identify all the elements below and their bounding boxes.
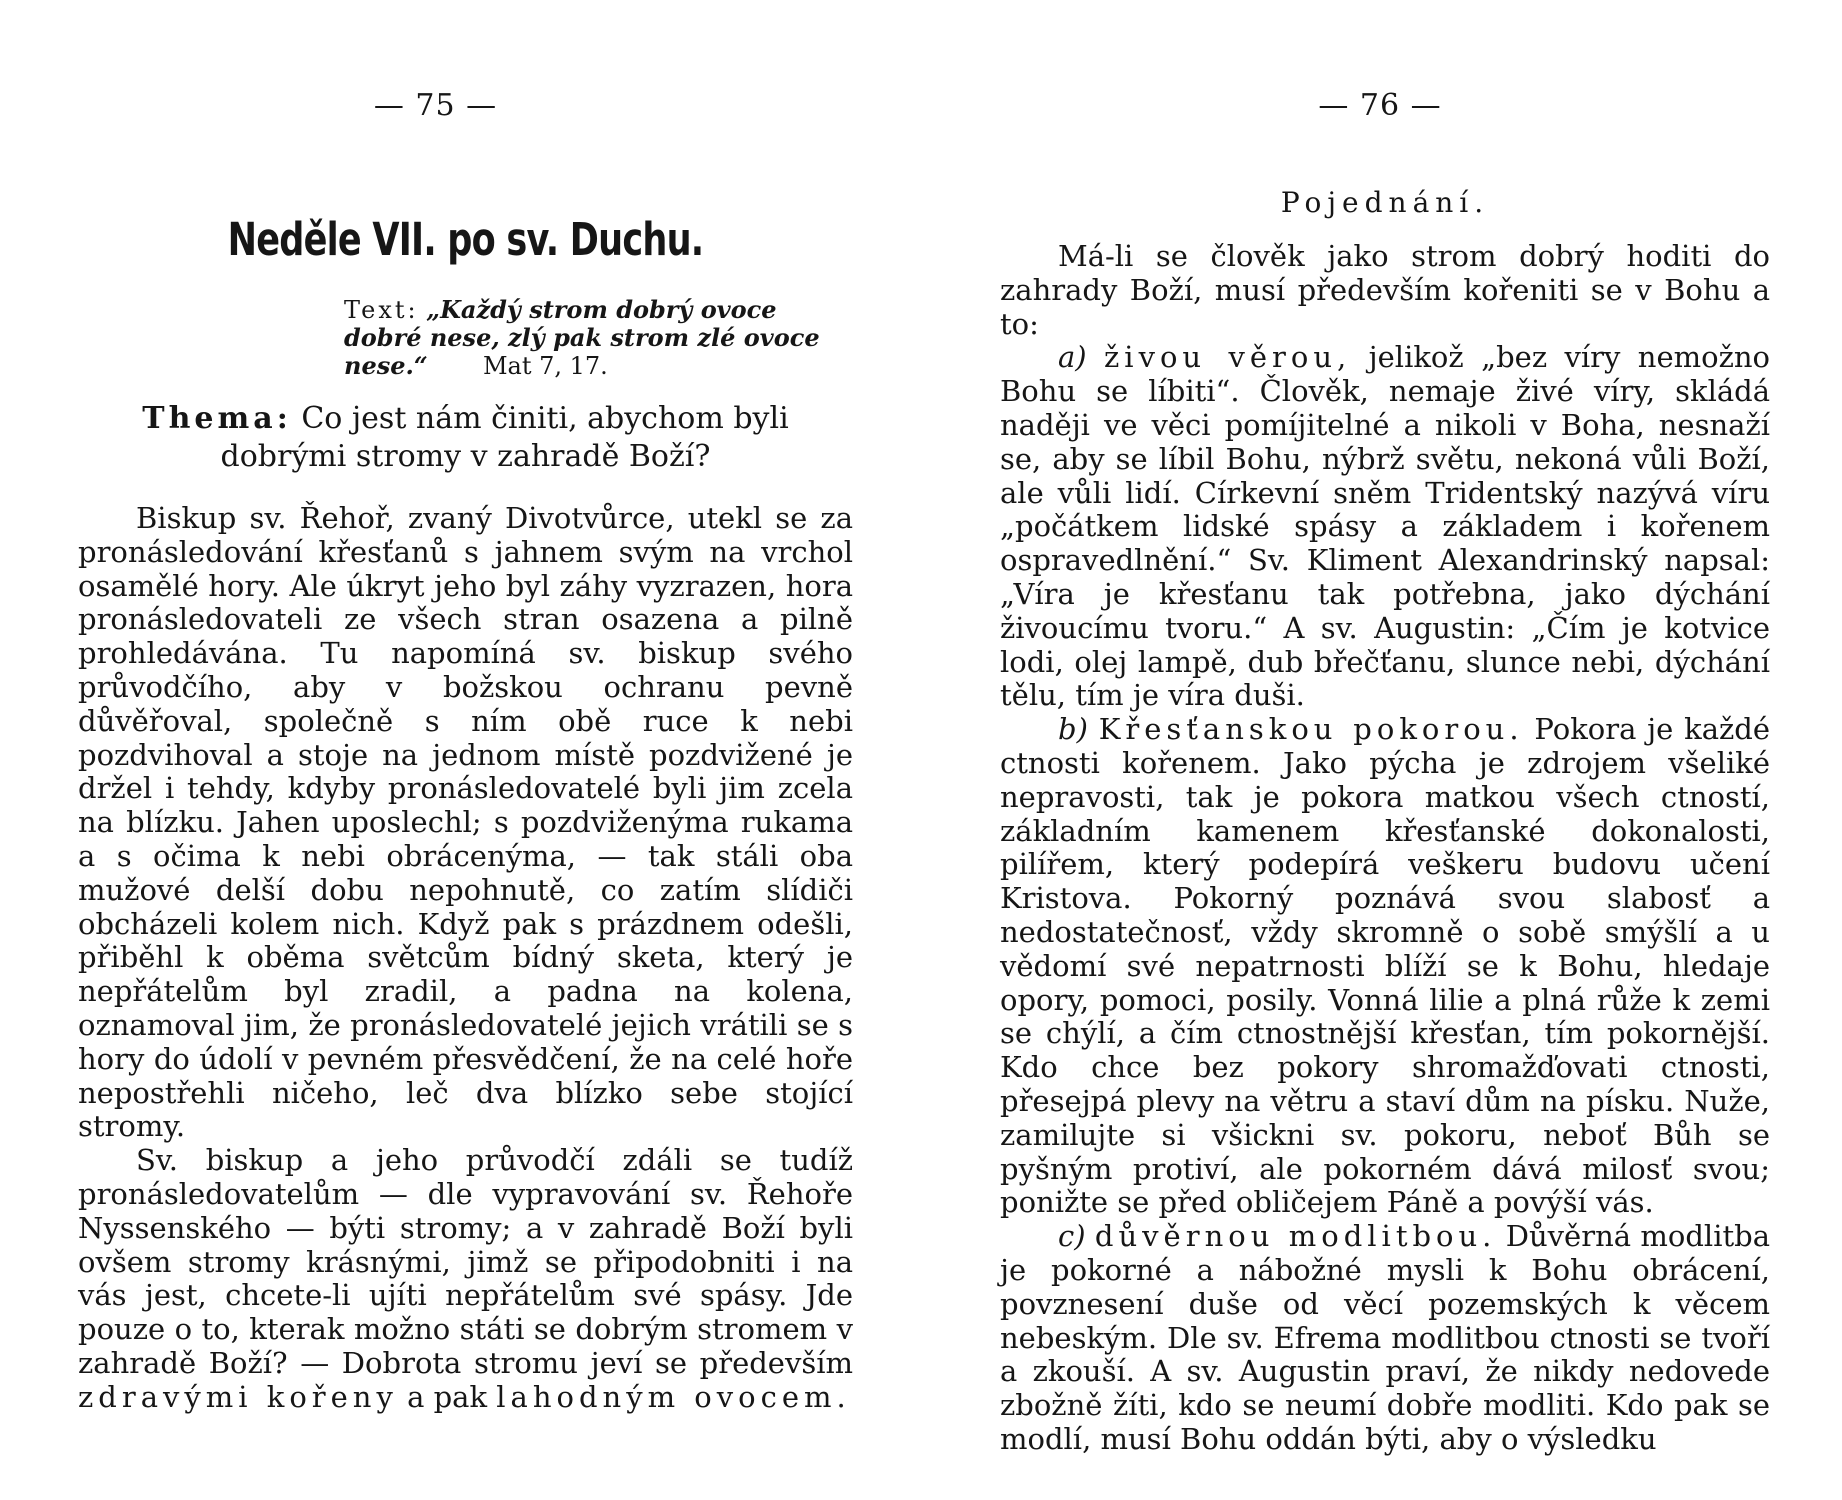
thema-label: Thema: — [142, 401, 292, 436]
body-text — [1000, 240, 1770, 1457]
section-keyword: Křesťanskou pokorou. — [1098, 712, 1524, 747]
emphasis-fruit: lahodným ovocem. — [496, 1379, 851, 1414]
chapter-title: Neděle VII. po sv. Duchu. — [227, 213, 704, 266]
section-marker: a) — [1058, 340, 1087, 375]
paragraph — [78, 1144, 853, 1414]
emphasis-roots: zdravými kořeny — [78, 1379, 398, 1414]
page-number: — 75 — — [373, 88, 498, 123]
motto-quote: „Každý strom dobrý ovoce dobré nese, zlý pak strom zlé ovoce nese.“ — [344, 295, 820, 380]
section-text: Pokora je každé ctnosti kořenem. Jako pýcha je zdrojem všeliké nepravosti, tak je pokora matkou všech ctností, základním kamenem křesťanské dokonalosti, pilířem, který podepírá veškeru budovu učení Kristova. Pokorný poznává svou slabosť a nedostatečnosť, vždy skromně o sobě smýšlí a u vědomí své nepatrnosti blíží se k Bohu, hledaje opory, pomoci, posily. Vonná lilie a plná růže k zemi se chýlí, a čím ctnostnější křesťan, tím pokornější. Kdo chce bez pokory shromažďovati ctnosti, přesejpá plevy na větru a staví dům na písku. Nuže, zamilujte si všickni sv. pokoru, neboť Bůh se pyšným protiví, ale pokorném dává milosť svou; ponižte se před obličejem Páně a povýší vás. — [1000, 712, 1771, 1220]
section-marker: c) — [1058, 1219, 1086, 1254]
body-text — [78, 502, 853, 1415]
motto-reference: Mat 7, 17. — [482, 352, 608, 380]
thema — [78, 400, 853, 476]
paragraph-section-c — [1000, 1220, 1770, 1457]
section-heading: Pojednání. — [1280, 186, 1490, 219]
section-marker: b) — [1058, 712, 1088, 747]
section-text: Důvěrná modlitba je pokorné a nábožné mysli k Bohu obrácení, povznesení duše od věcí pozemských k věcem nebeským. Dle sv. Efrema modlitbou ctnosti se tvoří a zkouší. A sv. Augustin praví, že nikdy nedovede zbožně žíti, kdo se neumí dobře modliti. Kdo pak se modlí, musí Bohu oddán býti, aby o výsledku — [1000, 1219, 1770, 1456]
paragraph-section-a — [1000, 341, 1770, 713]
thema-text: Co jest nám činiti, abychom byli dobrými stromy v zahradě Boží? — [220, 401, 789, 474]
paragraph-intro: Má-li se člověk jako strom dobrý hoditi do zahrady Boží, musí především kořeniti se v Bohu a to: — [1000, 239, 1770, 341]
section-keyword: důvěrnou modlitbou. — [1094, 1219, 1497, 1254]
closing-connector: a pak — [407, 1379, 488, 1414]
motto-label: Text: — [344, 296, 419, 324]
scripture-text — [344, 296, 824, 380]
section-keyword: živou věrou, — [1104, 340, 1352, 375]
section-text: jelikož „bez víry nemožno Bohu se líbiti“. Člověk, nemaje živé víry, skládá naději ve věci pomíjitelné a nikoli v Boha, nesnaží se, aby se líbil Bohu, nýbrž světu, nekoná vůli Boží, ale vůli lidí. Církevní sněm Tridentský nazývá víru „počátkem lidské spásy a základem i kořenem ospravedlnění.“ Sv. Kliment Alexandrinský napsal: „Víra je křesťanu tak potřebna, jako dýchání živoucímu tvoru.“ A sv. Augustin: „Čím je kotvice lodi, olej lampě, dub břečťanu, slunce nebi, dýchání tělu, tím je víra duši. — [1000, 340, 1771, 713]
page-number: — 76 — — [1318, 88, 1442, 123]
paragraph-section-b — [1000, 713, 1770, 1220]
paragraph-text: Sv. biskup a jeho průvodčí zdáli se tudíž pronásledovatelům — dle vypravování sv. Řehoře Nyssenského — býti stromy; a v zahradě Boží byli ovšem stromy krásnými, jimž se připodobniti i na vás jest, chcete-li ujíti nepřátelům své spásy. Jde pouze o to, kterak možno státi se dobrým stromem v zahradě Boží? — Dobrota stromu jeví se především — [78, 1143, 853, 1380]
paragraph: Biskup sv. Řehoř, zvaný Divotvůrce, utekl se za pronásledování křesťanů s jahnem svým na vrchol osamělé hory. Ale úkryt jeho byl záhy vyzrazen, hora pronásledovateli ze všech stran osazena a pilně prohledávána. Tu napomíná sv. biskup svého průvodčího, aby v božskou ochranu pevně důvěřoval, společně s ním obě ruce k nebi pozdvihoval a stoje na jednom místě pozdvižené je držel i tehdy, kdyby pronásledovatelé byli jim zcela na blízku. Jahen uposlechl; s pozdviženýma rukama a s očima k nebi obrácenýma, — tak stáli oba mužové delší dobu nepohnutě, co zatím slídiči obcházeli kolem nich. Když pak s prázdnem odešli, přiběhl k oběma světcům bídný sketa, který je nepřátelům byl zradil, a padna na kolena, oznamoval jim, že pronásledovatelé jejich vrátili se s hory do údolí v pevném přesvědčení, že na celé hoře nepostřehli ničeho, leč dva blízko sebe stojící stromy. — [78, 501, 853, 1144]
